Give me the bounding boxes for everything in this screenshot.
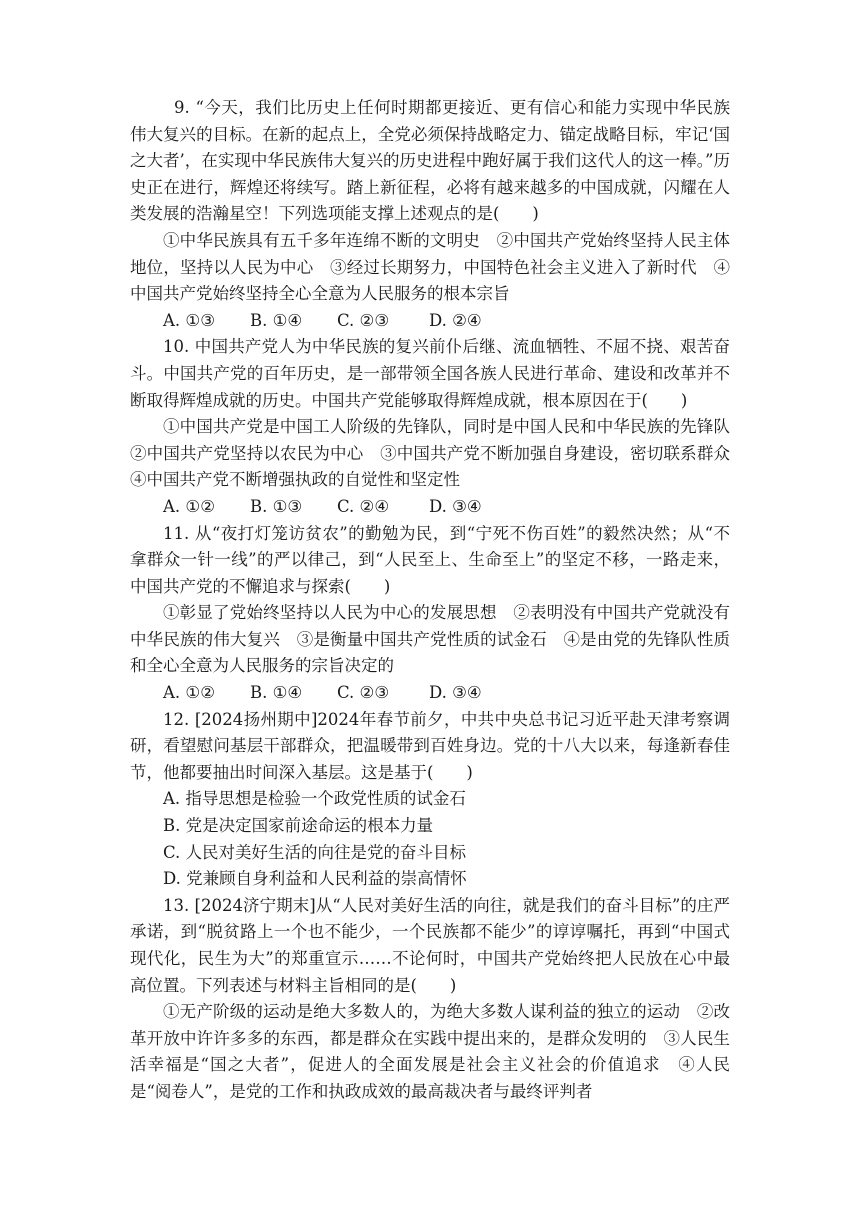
question-10 (130, 334, 747, 520)
option-d: D. ③④ (429, 496, 482, 516)
question-statements: ①无产阶级的运动是绝大多数人的，为绝大多数人谋利益的独立的运动 ②改革开放中许许多多的东西，都是群众在实践中提出来的，是群众发明的 ③人民生活幸福是“国之大者”，促进人的全面发展是社会主义社会的价值追求 ④人民是“阅卷人”，是党的工作和执政成效的最高裁决者与最终评判者 (130, 1002, 730, 1101)
question-statements: ①彰显了党始终坚持以人民为中心的发展思想 ②表明没有中国共产党就没有中华民族的伟大复兴 ③是衡量中国共产党性质的试金石 ④是由党的先锋队性质和全心全意为人民服务的宗旨决定的 (130, 603, 730, 676)
question-stem: 12. [2024扬州期中]2024年春节前夕，中共中央总书记习近平赴天津考察调研，看望慰问基层干部群众，把温暖带到百姓身边。党的十八大以来，每逢新春佳节，他都要抽出时间深入基层。这是基于( ) (130, 709, 730, 782)
option-d: D. ②④ (429, 310, 482, 330)
question-stem: 9. “今天，我们比历史上任何时期都更接近、更有信心和能力实现中华民族伟大复兴的目标。在新的起点上，全党必须保持战略定力、锚定战略目标，牢记‘国之大者’，在实现中华民族伟大复兴的历史进程中跑好属于我们这代人的这一棒。”历史正在进行，辉煌还将续写。踏上新征程，必将有越来越多的中国成就，闪耀在人类发展的浩瀚星空！下列选项能支撑上述观点的是( ) (130, 98, 730, 224)
choice-d: D. 党兼顾自身利益和人民利益的崇高情怀 (163, 869, 467, 889)
question-stem: 13. [2024济宁期末]从“人民对美好生活的向往，就是我们的奋斗目标”的庄严承诺，到“脱贫路上一个也不能少，一个民族都不能少”的谆谆嘱托，再到“中国式现代化，民生为大”的郑重宣示……不论何时，中国共产党始终把人民放在心中最高位置。下列表述与材料主旨相同的是( ) (130, 895, 730, 995)
choice-a: A. 指导思想是检验一个政党性质的试金石 (163, 789, 466, 809)
choice-c: C. 人民对美好生活的向往是党的奋斗目标 (163, 842, 467, 862)
option-b: B. ①③ (250, 496, 303, 516)
question-stem: 10. 中国共产党人为中华民族的复兴前仆后继、流血牺牲、不屈不挠、艰苦奋斗。中国共产党的百年历史，是一部带领全国各族人民进行革命、建设和改革并不断取得辉煌成就的历史。中国共产党能够取得辉煌成就，根本原因在于( ) (130, 337, 730, 410)
question-12 (130, 707, 730, 893)
question-9 (130, 95, 730, 334)
option-b: B. ①④ (250, 310, 303, 330)
option-a: A. ①③ (163, 310, 215, 330)
option-c: C. ②④ (337, 496, 390, 516)
question-statements: ①中国共产党是中国工人阶级的先锋队，同时是中国人民和中华民族的先锋队 ②中国共产党坚持以农民为中心 ③中国共产党不断加强自身建设，密切联系群众 ④中国共产党不断增强执政的自觉性和坚定性 (130, 417, 747, 490)
option-d: D. ③④ (429, 683, 482, 703)
choice-b: B. 党是决定国家前途命运的根本力量 (163, 816, 434, 836)
option-row (130, 494, 730, 521)
option-c: C. ②③ (337, 683, 390, 703)
question-statements: ①中华民族具有五千多年连绵不断的文明史 ②中国共产党始终坚持人民主体地位，坚持以人民为中心 ③经过长期努力，中国特色社会主义进入了新时代 ④中国共产党始终坚持全心全意为人民服务的根本宗旨 (130, 230, 730, 304)
question-list (130, 95, 747, 1106)
question-13 (130, 893, 730, 1106)
question-stem: 11. 从“夜打灯笼访贫农”的勤勉为民，到“宁死不伤百姓”的毅然决然；从“不拿群众一针一线”的严以律己，到“人民至上、生命至上”的坚定不移，一路走来，中国共产党的不懈追求与探索( ) (130, 523, 730, 596)
option-a: A. ①② (163, 683, 215, 703)
question-11 (130, 521, 730, 707)
option-c: C. ②③ (337, 310, 390, 330)
option-a: A. ①② (163, 496, 215, 516)
option-b: B. ①④ (250, 683, 303, 703)
option-row (130, 680, 730, 707)
option-row (130, 308, 730, 335)
